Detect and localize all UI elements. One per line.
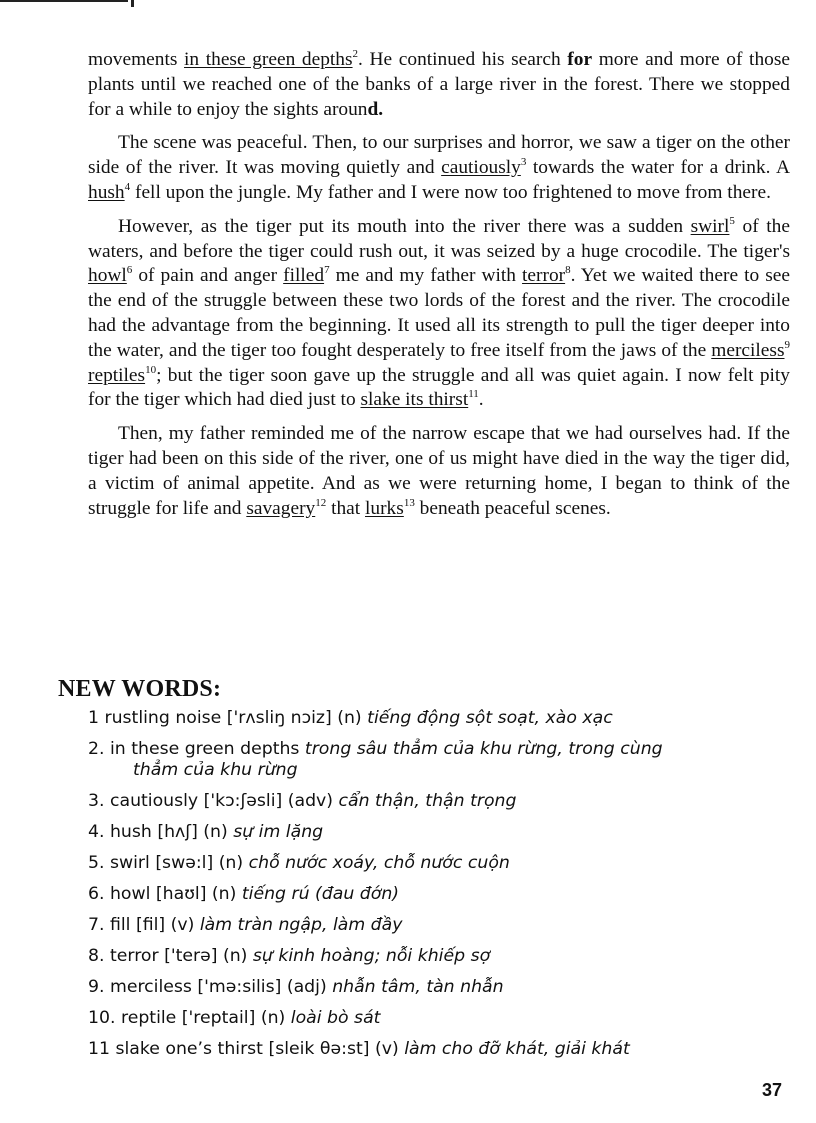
paragraph-3: However, as the tiger put its mouth into the river there was a sudden swirl$^5$ of the waters, and before the tiger could rush out, it was seized by a huge crocodile. The tiger's howl$^6$ of pain and anger filled$^7$ me and my father with terror$^8$. Yet we waited there to see the end of the struggle between these two lords of the forest and the river. The crocodile had the advantage from the beginning. It used all its strength to pull the tiger deeper into the water, and the tiger too fought desperately to free itself from the jaws of the merciless$^9$ reptiles$^{10}$; but the tiger soon gave up the struggle and all was quiet again. I now felt pity for the tiger which had died just to slake its thirst$^{11}$. xyxy=(88,214,790,411)
vocab-slake-its-thirst: slake its thirst xyxy=(360,389,469,411)
footnote-marker: 3 xyxy=(520,156,527,169)
footnote-marker: 2 xyxy=(352,48,359,60)
story-text xyxy=(88,48,790,530)
footnote-marker: 12 xyxy=(315,496,327,509)
vocab-in-these-green-depths: in these green depths xyxy=(184,49,353,70)
vocab-filled: filled xyxy=(283,265,325,287)
word-item: 8. terror ['terə] (n) sự kinh hoàng; nỗi khiếp sợ xyxy=(88,946,491,966)
footnote-marker: 13 xyxy=(403,496,415,509)
footnote-marker: 10 xyxy=(145,363,157,376)
new-words-heading: NEW WORDS: xyxy=(58,676,222,702)
vocab-reptiles: reptiles xyxy=(88,364,146,386)
vocab-lurks: lurks xyxy=(365,497,404,519)
vocab-cautiously: cautiously xyxy=(441,157,521,179)
page-number: 37 xyxy=(762,1080,783,1100)
vocab-swirl: swirl xyxy=(690,215,730,237)
word-item: 9. merciless ['mə:silis] (adj) nhẫn tâm, tàn nhẫn xyxy=(88,977,504,997)
vocab-terror: terror xyxy=(522,265,566,287)
vocab-savagery: savagery xyxy=(246,497,316,519)
word-item: 2. in these green depths trong sâu thẳm của khu rừng, trong cùng thẳm của khu rừng xyxy=(88,739,663,780)
word-item: 4. hush [hʌʃ] (n) sự im lặng xyxy=(88,822,324,842)
word-item: 7. fill [fil] (v) làm tràn ngập, làm đầy xyxy=(88,915,403,935)
paragraph-4: Then, my father reminded me of the narrow escape that we had ourselves had. If the tiger had been on this side of the river, one of us might have died in the way the tiger did, a victim of animal appetite. And as we were returning home, I began to think of the struggle for life and savagery$^{12}$ that lurks$^{13}$ beneath peaceful scenes. xyxy=(88,423,790,519)
top-rule-tick xyxy=(131,0,134,7)
top-rule xyxy=(0,0,128,2)
footnote-marker: 11 xyxy=(468,388,479,401)
new-words-list xyxy=(88,708,788,1070)
word-item: 11 slake one’s thirst [sleik θə:st] (v) làm cho đỡ khát, giải khát xyxy=(88,1039,630,1059)
word-item: 10. reptile ['reptail] (n) loài bò sát xyxy=(88,1008,381,1028)
footnote-marker: 4 xyxy=(124,180,131,193)
footnote-marker: 9 xyxy=(784,338,790,351)
footnote-marker: 5 xyxy=(729,214,735,227)
footnote-marker: 7 xyxy=(324,264,330,277)
word-item: 6. howl [haʊl] (n) tiếng rú (đau đớn) xyxy=(88,884,400,904)
vocab-hush: hush xyxy=(88,181,125,203)
word-item: 3. cautiously ['kɔ:ʃəsli] (adv) cẩn thận, thận trọng xyxy=(88,791,517,811)
word-item: 1 rustling noise ['rʌsliŋ nɔiz] (n) tiếng động sột soạt, xào xạc xyxy=(88,708,613,728)
word-item: 5. swirl [swə:l] (n) chỗ nước xoáy, chỗ nước cuộn xyxy=(88,853,510,873)
paragraph-1: movements in these green depths$^2$. He continued his search for more and more of those plants until we reached one of the banks of a large river in the forest. There we stopped for a while to enjoy the sights around. xyxy=(88,48,790,120)
footnote-marker: 6 xyxy=(126,264,133,277)
paragraph-2: The scene was peaceful. Then, to our surprises and horror, we saw a tiger on the other side of the river. It was moving quietly and cautiously$^3$ towards the water for a drink. A hush$^4$ fell upon the jungle. My father and I were now too frightened to move from there. xyxy=(88,132,790,203)
footnote-marker: 8 xyxy=(565,264,571,277)
vocab-merciless: merciless xyxy=(711,339,785,361)
vocab-howl: howl xyxy=(88,265,127,287)
